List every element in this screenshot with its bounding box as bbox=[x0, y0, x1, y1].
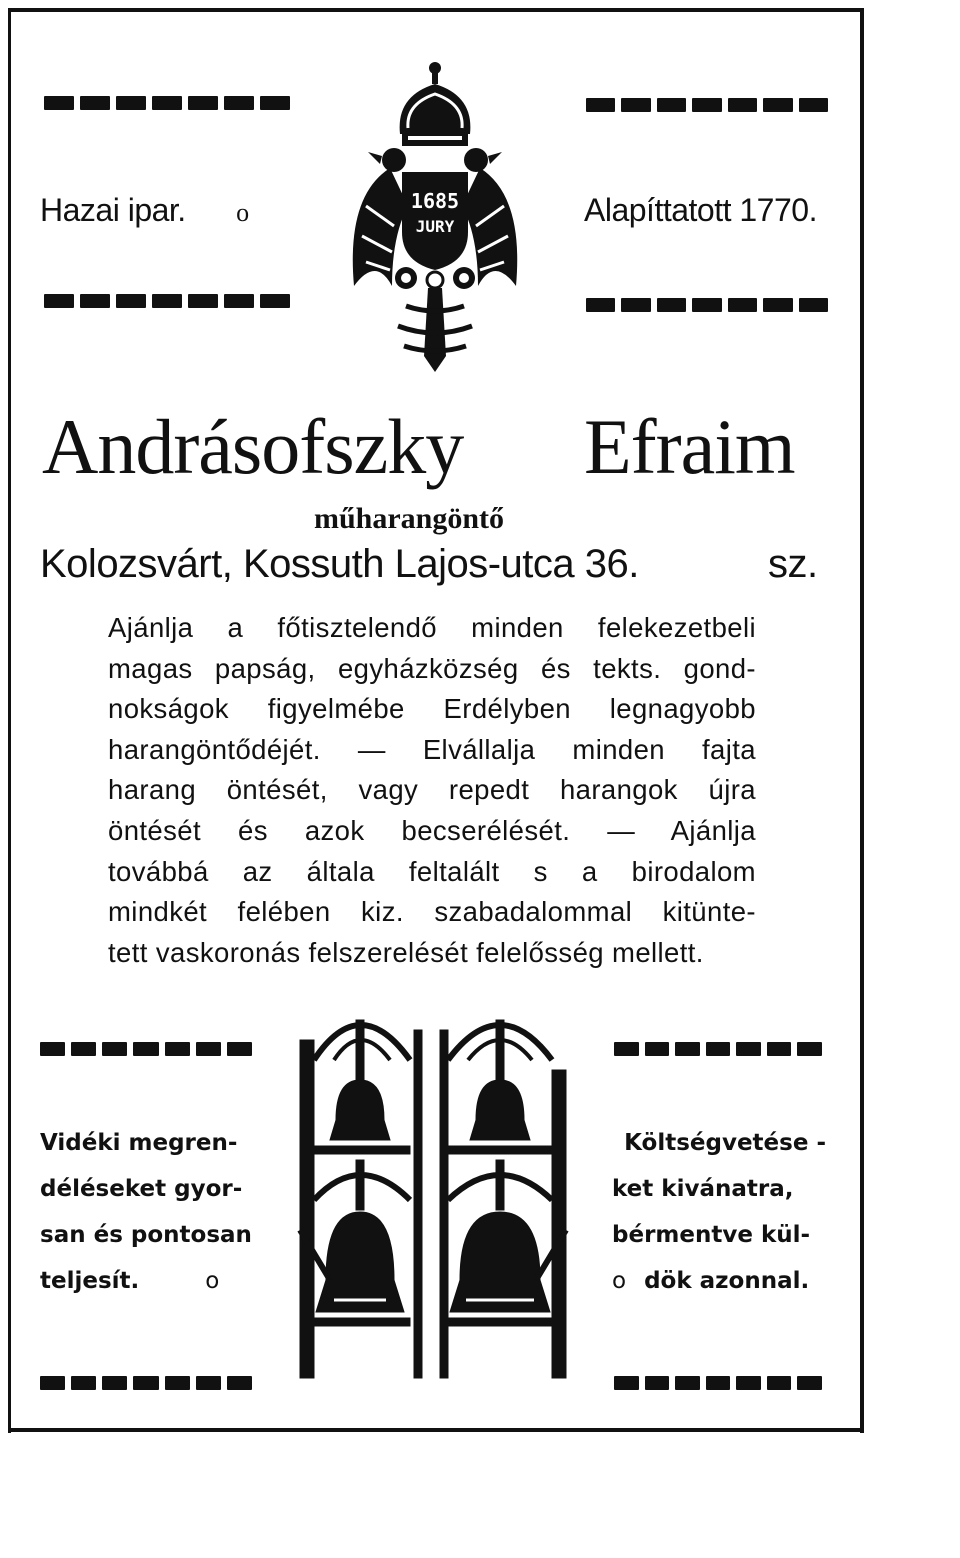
right-box bbox=[612, 1120, 826, 1304]
emblem-word: JURY bbox=[415, 217, 455, 236]
right-box-line: ket kivánatra, bbox=[612, 1176, 794, 1202]
body-line: továbbá az általa feltalált s a birodalom bbox=[108, 855, 756, 887]
dash-row-lower-left bbox=[40, 1042, 252, 1056]
right-box-line: bérmentve kül- bbox=[612, 1222, 811, 1248]
frame-left-rule bbox=[8, 8, 11, 1433]
body-line: harang öntését, vagy repedt harangok újra bbox=[108, 774, 756, 806]
dash-row-top-left bbox=[44, 96, 290, 110]
dash-row-lower-right bbox=[614, 1042, 822, 1056]
frame-bottom-rule bbox=[8, 1428, 864, 1432]
left-box-line: teljesít. o bbox=[40, 1268, 220, 1294]
left-box-line: san és pontosan bbox=[40, 1222, 252, 1248]
dash-row-bottom-left bbox=[40, 1376, 252, 1390]
ornament-circle: o bbox=[236, 198, 249, 227]
bells-in-frames-icon bbox=[290, 1000, 580, 1380]
crowned-double-eagle-icon bbox=[346, 56, 524, 372]
dash-row-mid-left bbox=[44, 294, 290, 308]
right-box-line: o dök azonnal. bbox=[612, 1268, 810, 1294]
firm-name-last: Efraim bbox=[584, 403, 795, 490]
body-paragraph bbox=[108, 608, 756, 973]
left-box-line: Vidéki megren- bbox=[40, 1130, 238, 1156]
ornament-circle: o bbox=[612, 1268, 627, 1294]
firm-trade: műharangöntő bbox=[314, 502, 505, 535]
body-line: tett vaskoronás felszerelését felelősség mellett. bbox=[108, 936, 704, 968]
body-line: magas papság, egyházközség és tekts. gond- bbox=[108, 652, 756, 684]
body-line: Ajánlja a főtisztelendő minden felekezetbeli bbox=[108, 612, 756, 643]
header-right-text: Alapíttatott 1770. bbox=[584, 192, 817, 228]
left-box-line: déléseket gyor- bbox=[40, 1176, 243, 1202]
right-box-line: Költségvetése - bbox=[624, 1130, 826, 1156]
emblem-year: 1685 bbox=[410, 189, 460, 213]
left-box bbox=[40, 1120, 270, 1304]
frame-top-rule bbox=[8, 8, 864, 12]
body-line: nokságok figyelmébe Erdélyben legnagyobb bbox=[108, 693, 756, 725]
body-line: mindkét felében kiz. szabadalommal kitünte- bbox=[108, 896, 756, 928]
dash-row-mid-right bbox=[586, 298, 828, 312]
dash-row-bottom-right bbox=[614, 1376, 822, 1390]
body-line: harangöntődéjét. — Elvállalja minden fajta bbox=[108, 733, 756, 765]
firm-address-suffix: sz. bbox=[768, 542, 818, 586]
firm-name-first: Andrásofszky bbox=[42, 403, 464, 490]
frame-right-rule bbox=[860, 8, 864, 1433]
header-left-text: Hazai ipar. o bbox=[40, 192, 249, 228]
body-line: öntését és azok becserélését. — Ajánlja bbox=[108, 814, 756, 846]
firm-address: Kolozsvárt, Kossuth Lajos-utca 36. bbox=[40, 542, 639, 586]
ornament-circle: o bbox=[205, 1268, 220, 1294]
dash-row-top-right bbox=[586, 98, 828, 112]
